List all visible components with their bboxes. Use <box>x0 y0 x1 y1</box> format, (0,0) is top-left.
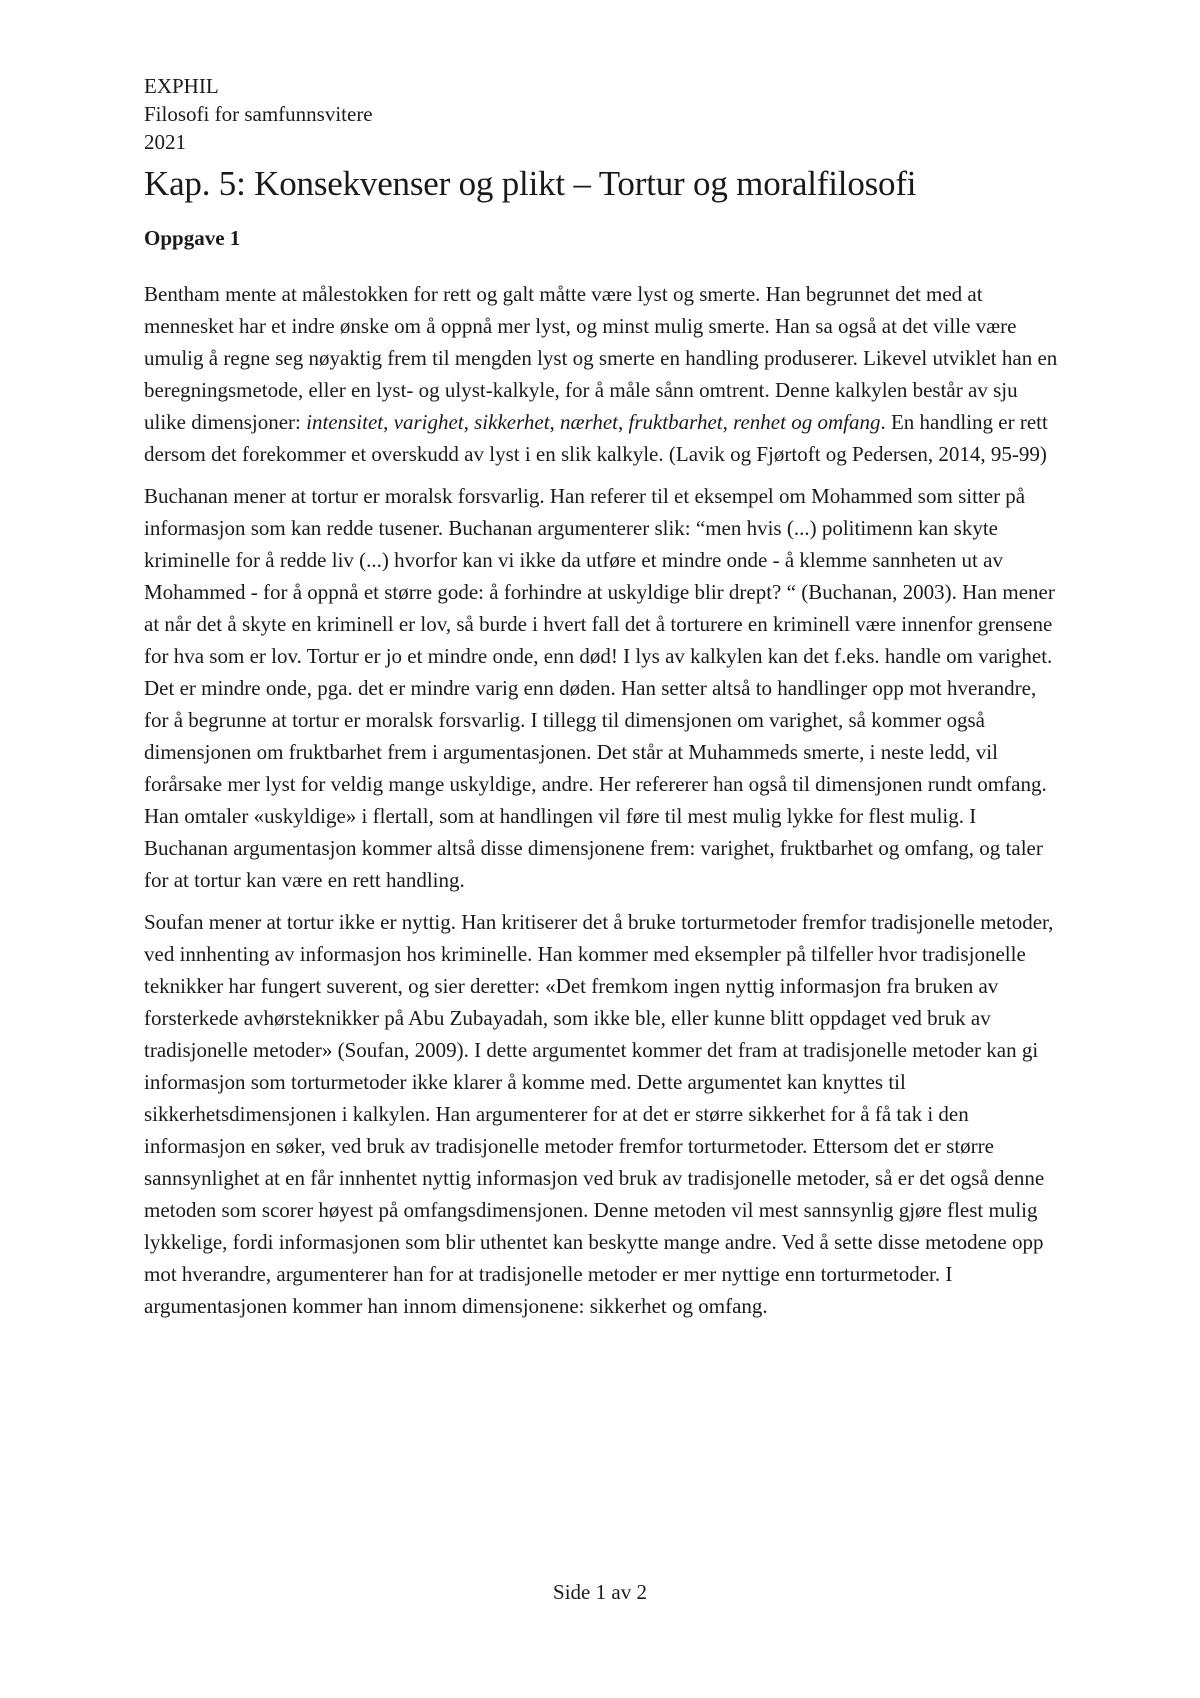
document-page <box>144 72 1062 1322</box>
paragraph-bentham-part-a: Bentham mente at målestokken for rett og galt måtte være lyst og smerte. Han begrunnet det med at mennesket har et indre ønske om å oppnå mer lyst, og minst mulig smerte. Han sa også at det ville være umulig å regne seg nøyaktig frem til mengden lyst og smerte en handling produserer. Likevel utviklet han en beregningsmetode, eller en lyst- og ulyst-kalkyle, for å måle sånn omtrent. Denne kalkylen består av sju ulike dimensjoner: <box>144 282 1058 434</box>
document-title: Kap. 5: Konsekvenser og plikt – Tortur og moralfilosofi <box>144 164 917 203</box>
course-year: 2021 <box>144 130 186 154</box>
paragraph-buchanan: Buchanan mener at tortur er moralsk forsvarlig. Han referer til et eksempel om Mohammed som sitter på informasjon som kan redde tusener. Buchanan argumenterer slik: “men hvis (...) politimenn kan skyte kriminelle for å redde liv (...) hvorfor kan vi ikke da utføre et mindre onde - å klemme sannheten ut av Mohammed - for å oppnå et større gode: å forhindre at uskyldige blir drept? “ (Buchanan, 2003). Han mener at når det å skyte en kriminell er lov, så burde i hvert fall det å torturere en kriminell være innenfor grensene for hva som er lov. Tortur er jo et mindre onde, enn død! I lys av kalkylen kan det f.eks. handle om varighet. Det er mindre onde, pga. det er mindre varig enn døden. Han setter altså to handlinger opp mot hverandre, for å begrunne at tortur er moralsk forsvarlig. I tillegg til dimensjonen om varighet, så kommer også dimensjonen om fruktbarhet frem i argumentasjonen. Det står at Muhammeds smerte, i neste ledd, vil forårsake mer lyst for veldig mange uskyldige, andre. Her refererer han også til dimensjonen rundt omfang. Han omtaler «uskyldige» i flertall, som at handlingen vil føre til mest mulig lykke for flest mulig. I Buchanan argumentasjon kommer altså disse dimensjonene frem: varighet, fruktbarhet og omfang, og taler for at tortur kan være en rett handling. <box>144 484 1055 892</box>
course-code: EXPHIL <box>144 74 219 98</box>
section-heading: Oppgave 1 <box>144 226 241 250</box>
paragraph-soufan: Soufan mener at tortur ikke er nyttig. Han kritiserer det å bruke torturmetoder fremfor tradisjonelle metoder, ved innhenting av informasjon hos kriminelle. Han kommer med eksempler på tilfeller hvor tradisjonelle teknikker har fungert suverent, og sier deretter: «Det fremkom ingen nyttig informasjon fra bruken av forsterkede avhørsteknikker på Abu Zubayadah, som ikke ble, eller kunne blitt oppdaget ved bruk av tradisjonelle metoder» (Soufan, 2009). I dette argumentet kommer det fram at tradisjonelle metoder kan gi informasjon som torturmetoder ikke klarer å komme med. Dette argumentet kan knyttes til sikkerhetsdimensjonen i kalkylen. Han argumenterer for at det er større sikkerhet for å få tak i den informasjon en søker, ved bruk av tradisjonelle metoder fremfor torturmetoder. Ettersom det er større sannsynlighet at en får innhentet nyttig informasjon ved bruk av tradisjonelle metoder, så er det også denne metoden som scorer høyest på omfangsdimensjonen. Denne metoden vil mest sannsynlig gjøre flest mulig lykkelige, fordi informasjonen som blir uthentet kan beskytte mange andre. Ved å sette disse metodene opp mot hverandre, argumenterer han for at tradisjonelle metoder er mer nyttige enn torturmetoder. I argumentasjonen kommer han innom dimensjonene: sikkerhet og omfang. <box>144 910 1054 1318</box>
course-subtitle: Filosofi for samfunnsvitere <box>144 102 373 126</box>
paragraph-bentham-part-b: . En handling er rett dersom det forekommer et overskudd av lyst i en slik kalkyle. (Lavik og Fjørtoft og Pedersen, 2014, 95-99) <box>144 410 1048 466</box>
paragraph-bentham-dimensions: intensitet, varighet, sikkerhet, nærhet, fruktbarhet, renhet og omfang <box>306 410 881 434</box>
paragraph-bentham <box>144 278 1062 470</box>
page-footer: Side 1 av 2 <box>553 1580 647 1604</box>
